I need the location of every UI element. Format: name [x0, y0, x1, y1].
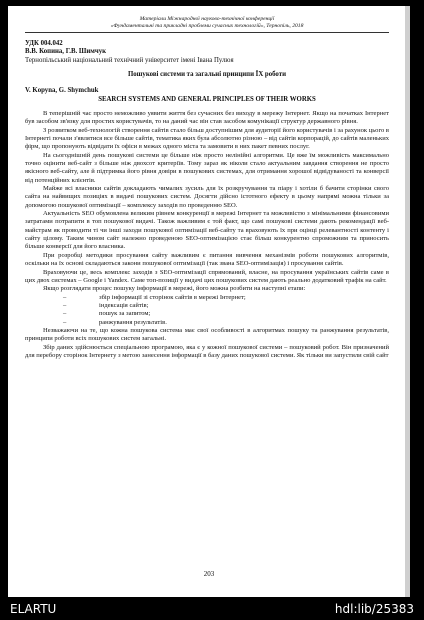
- authors: В.В. Копина, Г.В. Шимчук: [25, 48, 107, 56]
- paragraph: На сьогоднішній день пошукові системи це більше ніж просто нелінійні алгоритми. Це вже їм можливість максимально точно оцінити веб-сайт з більше ніж двохсот критеріїв. Тому зараз як ніколи стало актуальним завдання створення не просто якісного веб-сайту, але й підтримка його рівня довіри в пошукових системах, для отримання хорошої відвідуваності та конверсії від потенційних клієнтів.: [25, 151, 389, 184]
- paragraph: В теперішній час просто неможливо уявити життя без сучасних без виходу в мережу Інтернет. Якщо на початках Інтернет був засобом зв'язку для простих користувачів, то на даний час він став засобом комунікації структур державного рівня.: [25, 109, 389, 126]
- page-content: [25, 16, 389, 360]
- udk-code: УДК 004.042: [25, 40, 63, 48]
- list-dash: –: [63, 293, 67, 301]
- header-line-1: Матеріали Міжнародної науково-технічної конференції: [139, 16, 275, 22]
- list-item-text: ранжування результатів.: [99, 318, 167, 326]
- list-item: [25, 319, 389, 327]
- document-page: [8, 6, 410, 597]
- affiliation: Тернопільський національний технічний університет імені Івана Пулюя: [25, 56, 234, 64]
- paragraph: Незважаючи на те, що кожна пошукова система має свої особливості в алгоритмах пошуку та ранжування результатів, принципи роботи всіх пошукових систем загальні.: [25, 326, 389, 343]
- title-ukrainian: Пошукові системи та загальні принципи ЇХ роботи: [128, 71, 286, 79]
- list-item-text: збір інформації зі сторінок сайтів в мережі Інтернет;: [99, 293, 246, 301]
- list-dash: –: [63, 301, 67, 309]
- paragraph: При розробці методики просування сайту важливим є питання вивчення механізмів роботи пошукових алгоритмів, оскільки на їх основі складаються закони пошукової оптимізації (так звана SEO-оптимізація) і просування сайтів.: [25, 251, 389, 268]
- paragraph: Збір даних здійснюється спеціальною програмою, яка є у кожної пошукової системи – пошуковий робот. Він призначений для перебору сторінок Інтернету з метою занесення інформації в базу даних пошукової системи. Як тільки ви запустили свій сайт: [25, 343, 389, 359]
- footer-handle: hdl:lib/25383: [334, 602, 414, 616]
- running-header: [25, 16, 389, 33]
- paragraph: Майже всі власники сайтів докладають чималих зусиль для їх розкручування та піару і хотіли б бачити сторінки свого сайта на найвищих позиціях в видачі пошукових систем. Досягти дійсно істотного ефекту в цьому напрямі можна тільки за допомогою пошукової оптимізації – комплексу заходів по проведенню SEO.: [25, 185, 389, 209]
- list-item: [25, 310, 389, 318]
- paragraph: Якщо розглядати процес пошуку інформації в мережі, його можна розбити на наступні етапи:: [43, 285, 306, 293]
- repository-footer: [0, 602, 424, 620]
- list-item-text: пошук за запитом;: [99, 310, 151, 318]
- stages-list: [25, 294, 389, 327]
- title-english: SEARCH SYSTEMS AND GENERAL PRINCIPLES OF THEIR WORKS: [98, 95, 316, 103]
- list-item: [25, 302, 389, 310]
- list-dash: –: [63, 310, 67, 318]
- footer-repository-name: ELARTU: [10, 602, 57, 616]
- header-line-2: «Фундаментальні та прикладні проблеми сучасних технологій», Тернопіль, 2018: [110, 23, 304, 30]
- list-item: [25, 294, 389, 302]
- paragraph: Актуальність SEO обумовлена великим рівнем конкуренції в мережі Інтернет та можливістю з мінімальними фінансовими затратами потрапити в топ пошукової видачі. Також важливим є той факт, що самі пошукові системи дають рекомендації веб-майстрам як проводити ті чи інші заходи пошукової оптимізації веб-сайту та враховують їх при оцінці релевантності контенту і сайту цілому. Таким чином сайт належно проведеною SEO-оптимізацією стає більш конкурентно спроможним та приносить більше конверсії для його власника.: [25, 210, 389, 251]
- paragraph: З розвитком веб-технологій створення сайтів стало більш доступнішим для аудиторії його користувачів і за рахунок цього в Інтернеті почали з'являтися все більше сайтів, тематика яких була абсолютно різною – від сайтів корпорацій, до сайтів маленьких фірм, що пропонують відвідати їх офіси в межах одного міста та замовити в них пакет певних послуг.: [25, 126, 389, 151]
- list-item-text: індексація сайтів;: [99, 301, 149, 309]
- list-dash: –: [63, 318, 67, 326]
- paragraph: Враховуючи це, весь комплекс заходів з SEO-оптимізації спрямований, власне, на просування українських сайтів саме в цих двох системах – Google і Yandex. Саме топ-позиції у видачі цих пошукових систем дають реально додатковий трафік на сайт.: [25, 268, 389, 284]
- authors-english: V. Koруna, G. Shymchuk: [25, 87, 99, 95]
- page-number: 203: [203, 570, 215, 578]
- article-body: [25, 110, 389, 360]
